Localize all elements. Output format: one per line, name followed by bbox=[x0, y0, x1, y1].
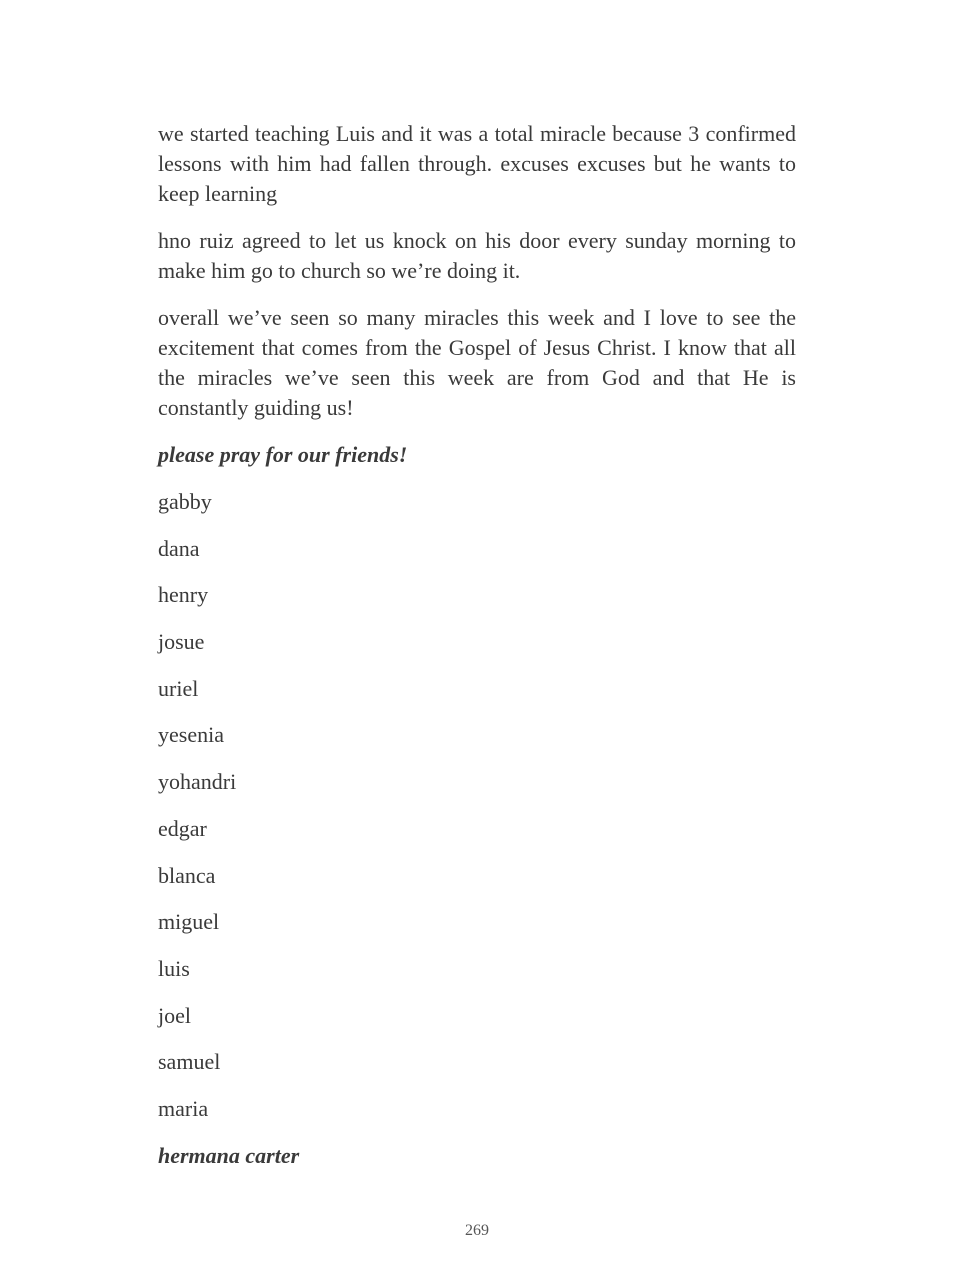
body-text bbox=[158, 119, 796, 1171]
list-item: edgar bbox=[158, 815, 207, 841]
list-item: uriel bbox=[158, 675, 199, 701]
paragraph-miracles: overall we’ve seen so many miracles this week and I love to see the excitement that comes from the Gospel of Jesus Christ. I know that all the miracles we’ve seen this week are from God and that He is constantly guiding us! bbox=[158, 305, 796, 420]
list-item: miguel bbox=[158, 909, 220, 935]
list-item: joel bbox=[158, 1002, 191, 1028]
paragraph-luis: we started teaching Luis and it was a total miracle because 3 confirmed lessons with him had fallen through. excuses excuses but he wants to keep learning bbox=[158, 121, 796, 206]
list-item: yohandri bbox=[158, 769, 237, 795]
list-item: gabby bbox=[158, 489, 212, 514]
signature: hermana carter bbox=[158, 1142, 300, 1168]
list-item: yesenia bbox=[158, 722, 224, 748]
friends-list bbox=[158, 487, 796, 1124]
list-item: henry bbox=[158, 582, 209, 608]
list-item: luis bbox=[158, 955, 190, 981]
paragraph-hno-ruiz: hno ruiz agreed to let us knock on his door every sunday morning to make him go to church so we’re doing it. bbox=[158, 228, 796, 283]
prayer-heading: please pray for our friends! bbox=[158, 442, 408, 467]
list-item: samuel bbox=[158, 1049, 221, 1075]
list-item: josue bbox=[158, 629, 205, 655]
list-item: maria bbox=[158, 1095, 209, 1121]
list-item: blanca bbox=[158, 862, 216, 888]
list-item: dana bbox=[158, 535, 200, 561]
page-number: 269 bbox=[465, 1222, 489, 1239]
